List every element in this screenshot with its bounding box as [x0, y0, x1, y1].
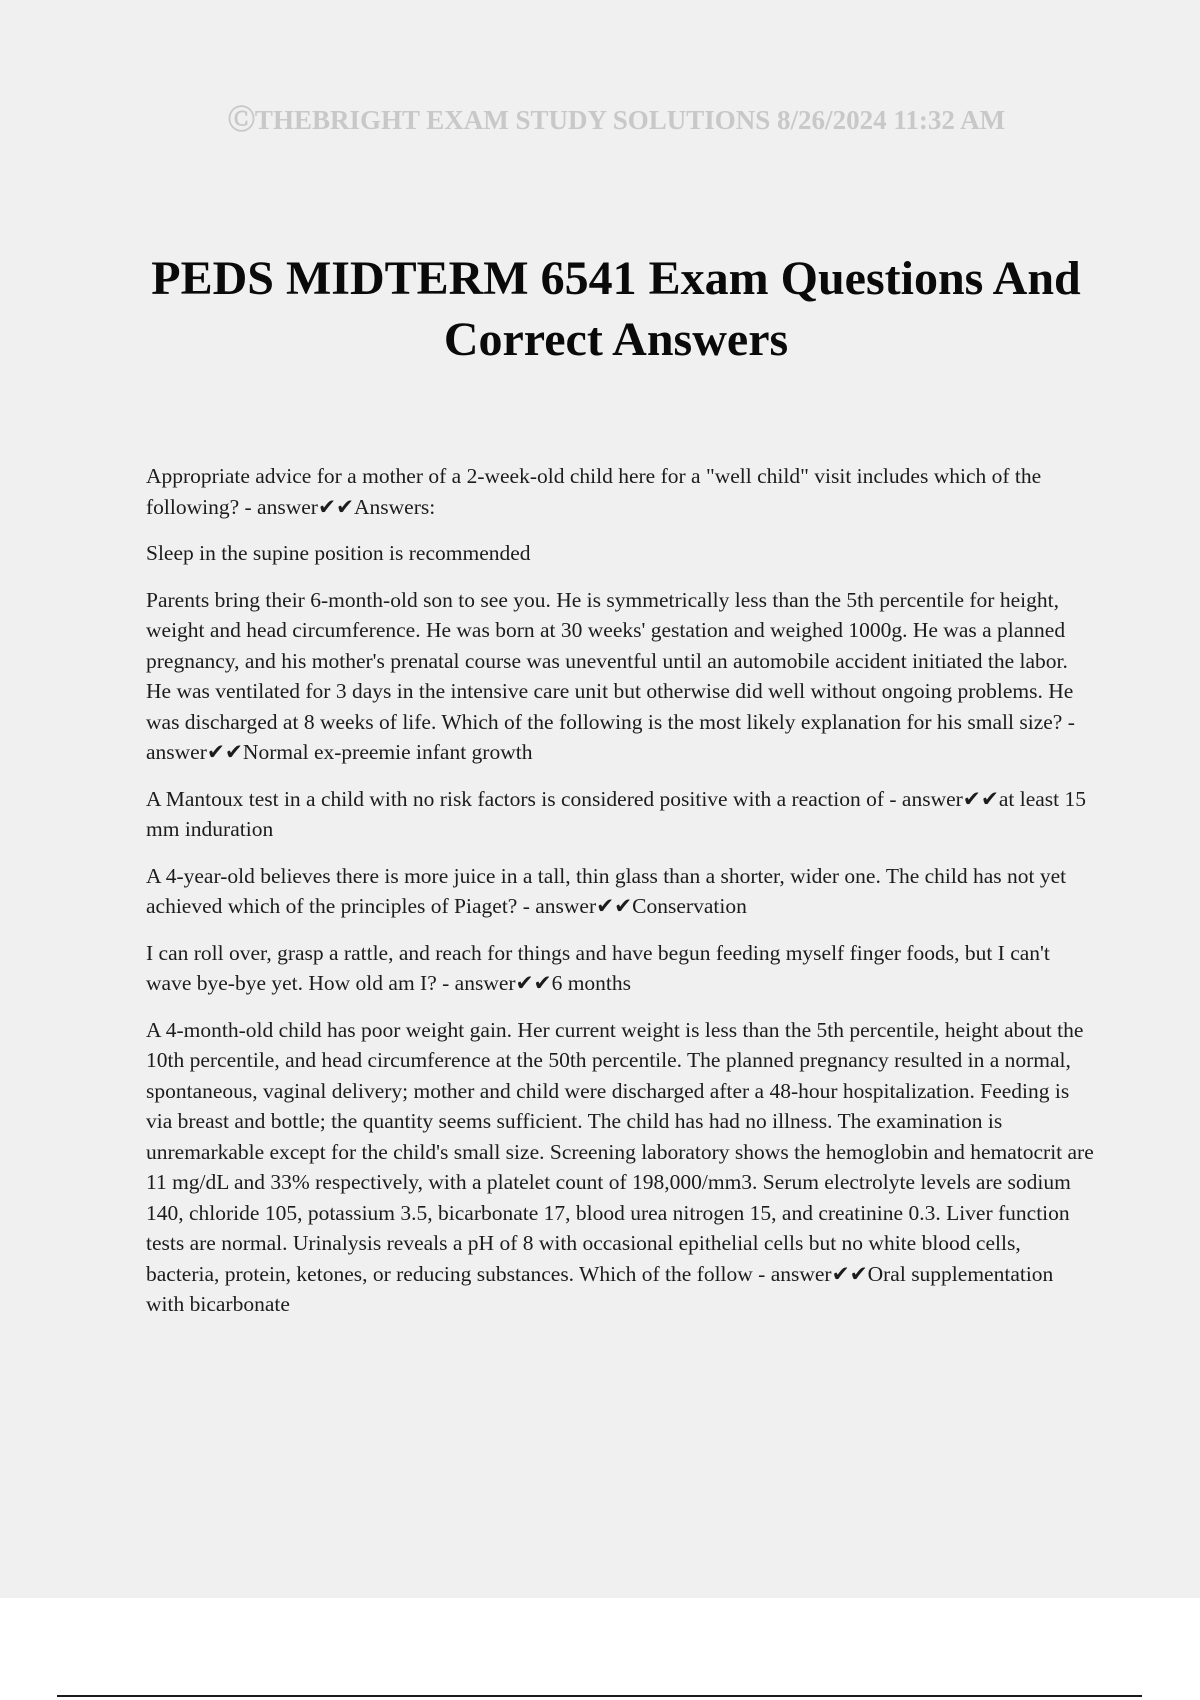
qa-list	[146, 461, 1096, 1336]
qa-item-well-child-advice: Appropriate advice for a mother of a 2-week-old child here for a "well child" visit includes which of the following? - answer✔✔Answers:	[146, 464, 1042, 519]
qa-item-mantoux-test: A Mantoux test in a child with no risk factors is considered positive with a reaction of - answer✔✔at least 15 mm induration	[146, 786, 1087, 841]
page-divider	[57, 1695, 1142, 1697]
qa-item-piaget-conservation: A 4-year-old believes there is more juice in a tall, thin glass than a shorter, wider one. The child has not yet achieved which of the principles of Piaget? - answer✔✔Conservation	[146, 863, 1067, 918]
page-title: PEDS MIDTERM 6541 Exam Questions And Correct Answers	[151, 252, 1081, 366]
qa-item-developmental-age: I can roll over, grasp a rattle, and reach for things and have begun feeding myself finger foods, but I can't wave bye-bye yet. How old am I? - answer✔✔6 months	[146, 940, 1050, 995]
qa-item-preemie-growth: Parents bring their 6-month-old son to see you. He is symmetrically less than the 5th percentile for height, weight and head circumference. He was born at 30 weeks' gestation and weighed 1000g. He was a planned pregnancy, and his mother's prenatal course was uneventful until an automobile accident initiated the labor. He was ventilated for 3 days in the intensive care unit but otherwise did well without ongoing problems. He was discharged at 8 weeks of life. Which of the following is the most likely explanation for his small size? - answer✔✔Normal ex-preemie infant growth	[146, 587, 1075, 764]
qa-item-supine-sleep: Sleep in the supine position is recommended	[146, 541, 531, 565]
qa-item-poor-weight-gain: A 4-month-old child has poor weight gain. Her current weight is less than the 5th percentile, height about the 10th percentile, and head circumference at the 50th percentile. The planned pregnancy resulted in a normal, spontaneous, vaginal delivery; mother and child were discharged after a 48-hour hospitalization. Feeding is via breast and bottle; the quantity seems sufficient. The child has had no illness. The examination is unremarkable except for the child's small size. Screening laboratory shows the hemoglobin and hematocrit are 11 mg/dL and 33% respectively, with a platelet count of 198,000/mm3. Serum electrolyte levels are sodium 140, chloride 105, potassium 3.5, bicarbonate 17, blood urea nitrogen 15, and creatinine 0.3. Liver function tests are normal. Urinalysis reveals a pH of 8 with occasional epithelial cells but no white blood cells, bacteria, protein, ketones, or reducing substances. Which of the follow - answer✔✔Oral supplementation with bicarbonate	[146, 1017, 1094, 1316]
watermark: ⒸTHEBRIGHT EXAM STUDY SOLUTIONS 8/26/2024 11:32 AM	[227, 105, 1006, 135]
